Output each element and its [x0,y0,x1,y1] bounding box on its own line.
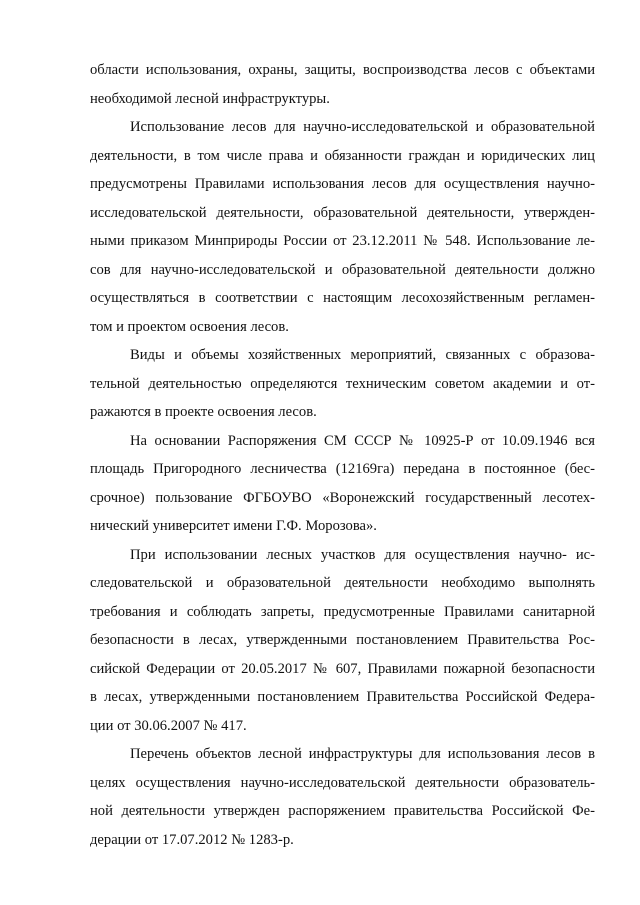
text-line: исследовательской деятельности, образовательной деятельности, утвержден- [90,204,595,221]
text-line: Виды и объемы хозяйственных мероприятий, связанных с образова- [130,347,595,363]
text-line: осуществляться в соответствии с настоящим лесохозяйственным регламен- [90,290,595,306]
text-line: Использование лесов для научно-исследовательской и образовательной [130,119,595,135]
text-line: площадь Пригородного лесничества (12169га) передана в постоянное (бес- [90,461,595,477]
text-line: деятельности, в том числе права и обязанности граждан и юридических лиц [90,147,595,164]
text-line: ражаются в проекте освоения лесов. [90,404,317,420]
text-line: тельной деятельностью определяются техническим советом академии и от- [90,375,595,392]
paragraph-forest-use-research [90,113,595,341]
text-line: При использовании лесных участков для осуществления научно- ис- [130,546,595,563]
text-line: том и проектом освоения лесов. [90,318,289,335]
paragraph-continuation [90,56,595,113]
text-line: следовательской и образовательной деятельности необходимо выполнять [90,575,595,591]
text-line: в лесах, утвержденными постановлением Правительства Российской Федера- [90,689,595,705]
text-line: сийской Федерации от 20.05.2017 № 607, Правилами пожарной безопасности [90,660,595,677]
text-line: дерации от 17.07.2012 № 1283-р. [90,831,294,848]
text-line: нический университет имени Г.Ф. Морозова». [90,518,377,534]
text-line: ными приказом Минприроды России от 23.12.2011 № 548. Использование ле- [90,233,595,249]
text-line: области использования, охраны, защиты, воспроизводства лесов с объектами [90,62,595,78]
paragraph-ordinance-basis [90,427,595,541]
text-line: Перечень объектов лесной инфраструктуры для использования лесов в [130,746,595,762]
paragraph-economic-activities [90,341,595,427]
text-line: безопасности в лесах, утвержденными постановлением Правительства Рос- [90,632,595,648]
text-line: предусмотрены Правилами использования лесов для осуществления научно- [90,176,595,192]
text-line: ции от 30.06.2007 № 417. [90,717,247,734]
text-line: На основании Распоряжения СМ СССР № 10925-Р от 10.09.1946 вся [130,432,595,449]
document-body [90,56,595,854]
text-line: необходимой лесной инфраструктуры. [90,90,330,107]
text-line: ной деятельности утвержден распоряжением правительства Российской Фе- [90,803,595,819]
paragraph-safety-requirements [90,541,595,741]
text-line: срочное) пользование ФГБОУВО «Воронежский государственный лесотех- [90,489,595,506]
text-line: сов для научно-исследовательской и образовательной деятельности должно [90,261,595,278]
text-line: требования и соблюдать запреты, предусмотренные Правилами санитарной [90,603,595,620]
text-line: целях осуществления научно-исследовательской деятельности образователь- [90,774,595,791]
paragraph-infrastructure-list [90,740,595,854]
